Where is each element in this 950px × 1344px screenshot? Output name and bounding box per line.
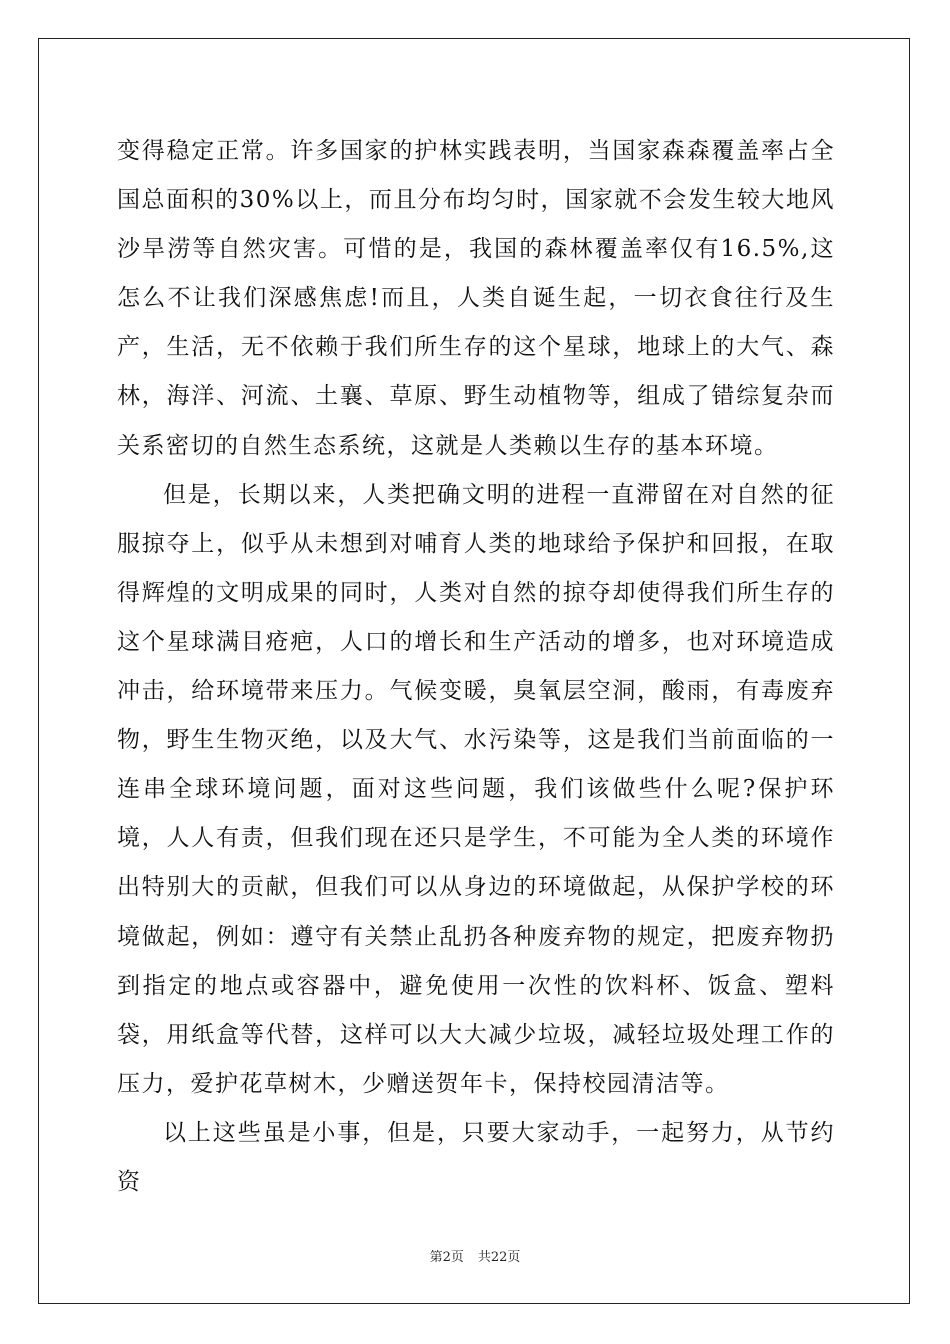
document-body — [117, 127, 835, 1207]
paragraph-3: 以上这些虽是小事，但是，只要大家动手，一起努力，从节约资 — [117, 1119, 835, 1195]
page-number: 第2页 — [429, 1250, 464, 1265]
page-footer — [0, 1246, 950, 1265]
paragraph-2: 但是，长期以来，人类把确文明的进程一直滞留在对自然的征服掠夺上，似乎从未想到对哺育人类的地球给予保护和回报，在取得辉煌的文明成果的同时，人类对自然的掠夺却使得我们所生存的这个星球满目疮疤，人口的增长和生产活动的增多，也对环境造成冲击，给环境带来压力。气候变暖，臭氧层空洞，酸雨，有毒废弃物，野生生物灭绝，以及大气、水污染等，这是我们当前面临的一连串全球环境问题，面对这些问题，我们该做些什么呢?保护环境，人人有责，但我们现在还只是学生，不可能为全人类的环境作出特别大的贡献，但我们可以从身边的环境做起，从保护学校的环境做起，例如：遵守有关禁止乱扔各种废弃物的规定，把废弃物扔到指定的地点或容器中，避免使用一次性的饮料杯、饭盒、塑料袋，用纸盒等代替，这样可以大大减少垃圾，减轻垃圾处理工作的压力，爱护花草树木，少赠送贺年卡，保持校园清洁等。 — [117, 481, 835, 1097]
paragraph-1: 变得稳定正常。许多国家的护林实践表明，当国家森森覆盖率占全国总面积的30%以上，而且分布均匀时，国家就不会发生较大地风沙旱涝等自然灾害。可惜的是，我国的森林覆盖率仅有16.5%,这怎么不让我们深感焦虑!而且，人类自诞生起，一切衣食往行及生产，生活，无不依赖于我们所生存的这个星球，地球上的大气、森林，海洋、河流、土襄、草原、野生动植物等，组成了错综复杂而关系密切的自然生态系统，这就是人类赖以生存的基本环境。 — [117, 138, 835, 459]
total-pages: 共22页 — [477, 1250, 521, 1265]
